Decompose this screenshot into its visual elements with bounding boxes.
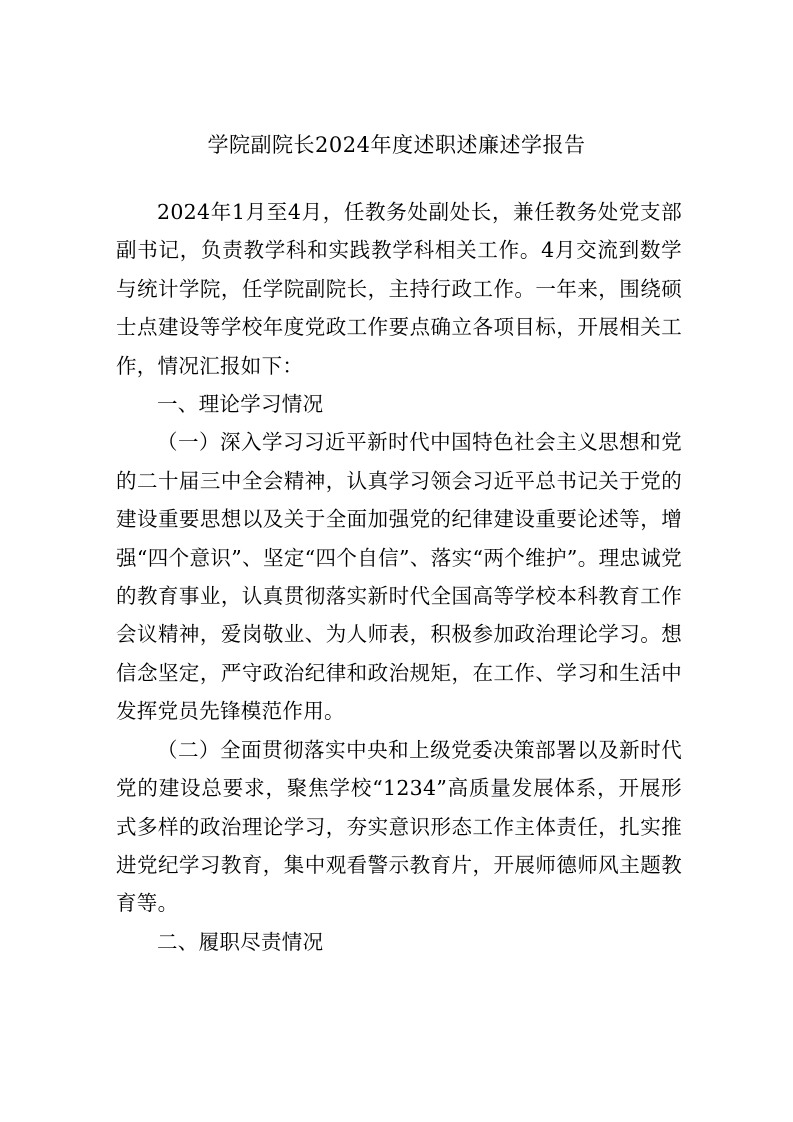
theory-study-paragraph-1: （一）深入学习习近平新时代中国特色社会主义思想和党的二十届三中全会精神，认真学习领会习近平总书记关于党的建设重要思想以及关于全面加强党的纪律建设重要论述等，增强“四个意识”、坚定“四个自信”、落实“两个维护”。理忠诚党的教育事业，认真贯彻落实新时代全国高等学校本科教育工作会议精神，爱岗敬业、为人师表，积极参加政治理论学习。想信念坚定，严守政治纪律和政治规矩，在工作、学习和生活中发挥党员先锋模范作用。 xyxy=(116,430,682,724)
intro-paragraph: 2024年1月至4月，任教务处副处长，兼任教务处党支部副书记，负责教学科和实践教学科相关工作。4月交流到数学与统计学院，任学院副院长，主持行政工作。一年来，围绕硕士点建设等学校年度党政工作要点确立各项目标，开展相关工作，情况汇报如下： xyxy=(116,200,682,378)
section-heading-duty-performance: 二、履职尽责情况 xyxy=(157,929,324,954)
theory-study-paragraph-2: （二）全面贯彻落实中央和上级党委决策部署以及新时代党的建设总要求，聚焦学校“1234”高质量发展体系，开展形式多样的政治理论学习，夯实意识形态工作主体责任，扎实推进党纪学习教育，集中观看警示教育片，开展师德师风主题教育等。 xyxy=(116,737,682,916)
document-body xyxy=(116,193,682,961)
document-title: 学院副院长2024年度述职述廉述学报告 xyxy=(207,133,586,157)
section-heading-theory-study: 一、理论学习情况 xyxy=(157,392,324,417)
